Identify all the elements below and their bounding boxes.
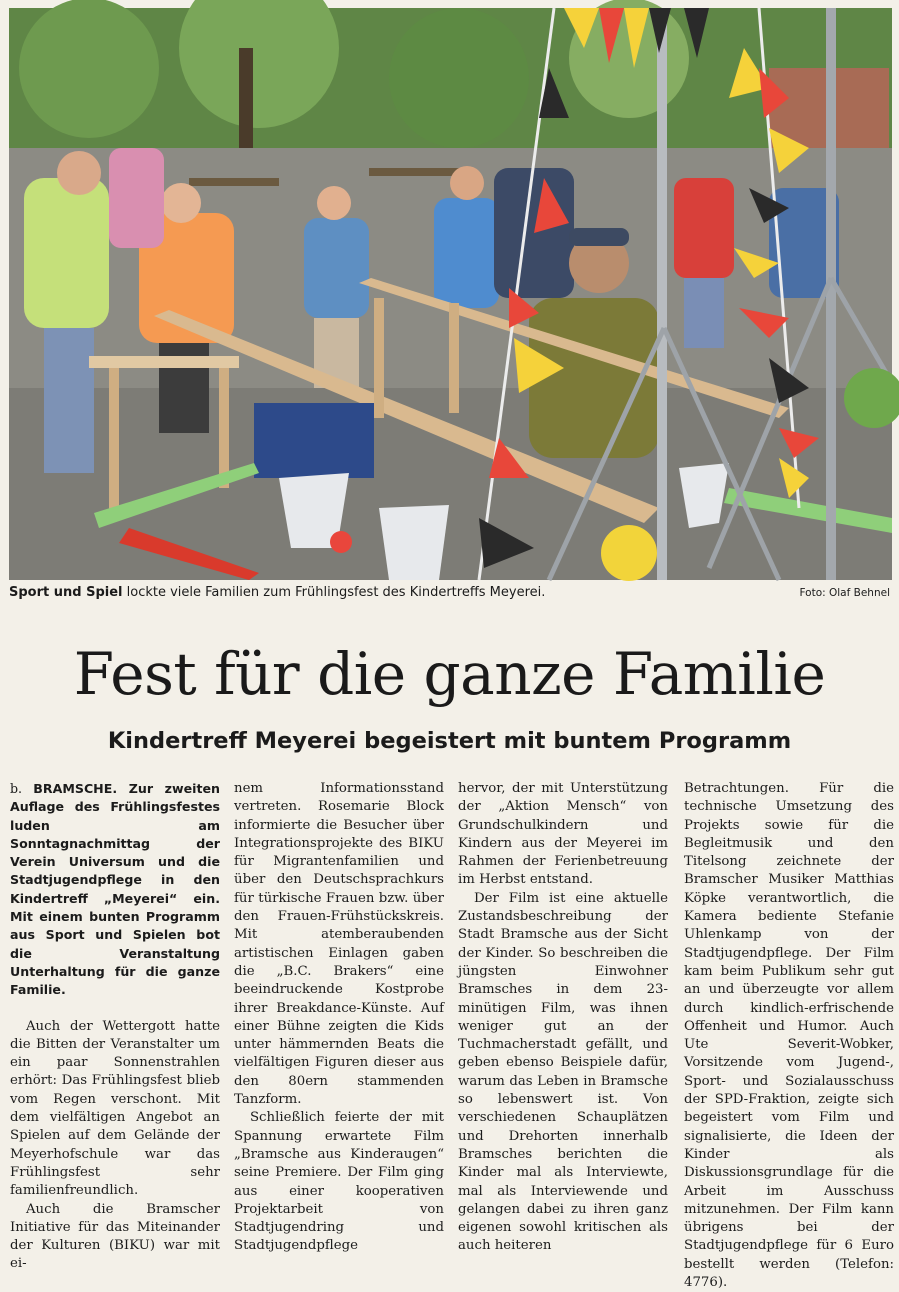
lead-paragraph <box>10 780 220 1000</box>
subheadline: Kindertreff Meyerei begeistert mit buntem Programm <box>107 728 792 754</box>
body-paragraph: nem Informationsstand vertreten. Rosemarie Block informierte die Besucher über Integrationsprojekte des BIKU für Migrantenfamilien und über den Deutschsprachkurs für türkische Frauen bzw. über den Frauen-Frühstückskreis. Mit atemberaubenden artistischen Einlagen gaben die „B.C. Brakers“ eine beeindruckende Kostprobe ihrer Breakdance-Künste. Auf einer Bühne zeigten die Kids unter hämmernden Beats die vielfältigen Figuren dieser aus den 80ern stammenden Tanzform. <box>234 781 444 1108</box>
photo-illustration <box>9 8 892 580</box>
caption-text: lockte viele Familien zum Frühlingsfest des Kindertreffs Meyerei. <box>122 585 546 600</box>
body-paragraph: Der Film ist eine aktuelle Zustandsbeschreibung der Stadt Bramsche aus der Sicht der Kinder. So beschreiben die jüngsten Einwohner Bramsches in dem 23-minütigen Film, was ihnen weniger gut an der Tuchmacherstadt gefällt, und geben ebenso Beispiele dafür, warum das Leben in Bramsche so lebenswert ist. Von verschiedenen Schauplätzen und Drehorten innerhalb Bramsches berichten die Kinder mal als Interviewte, mal als Interviewende und gelangen dabei zu ihren ganz eigenen sowohl kritischen als auch heiteren <box>458 890 668 1254</box>
lead-text: BRAMSCHE. Zur zweiten Auflage des Frühlingsfestes luden am Sonntagnachmittag der Verein Universum und die Stadtjugendpflege in den Kindertreff „Meyerei“ ein. Mit einem bunten Programm aus Sport und Spielen bot die Veranstaltung Unterhaltung für die ganze Familie. <box>10 781 220 998</box>
author-initial: b. <box>10 781 34 796</box>
article-photo <box>9 8 892 580</box>
article-column-2 <box>234 780 444 1254</box>
photo-credit: Foto: Olaf Behnel <box>799 587 890 599</box>
body-paragraph: Schließlich feierte der mit Spannung erwartete Film „Bramsche aus Kinderaugen“ seine Premiere. Der Film ging aus einer kooperativen Projektarbeit von Stadtjugendring und Stadtjugendpflege <box>234 1110 444 1254</box>
article-column-3 <box>458 780 668 1254</box>
body-paragraph: Auch die Bramscher Initiative für das Miteinander der Kulturen (BIKU) war mit ei- <box>10 1201 220 1272</box>
headline: Fest für die ganze Familie <box>73 640 826 708</box>
article-column-1 <box>10 780 220 1272</box>
article-column-4 <box>684 780 894 1291</box>
body-paragraph: hervor, der mit Unterstützung der „Aktion Mensch“ von Grundschulkindern und Kindern aus der Meyerei im Rahmen der Ferienbetreuung im Herbst entstand. <box>458 781 668 888</box>
body-paragraph: Betrachtungen. Für die technische Umsetzung des Projekts sowie für die Begleitmusik und den Titelsong zeichnete der Bramscher Musiker Matthias Köpke verantwortlich, die Kamera bediente Stefanie Uhlenkamp von der Stadtjugendpflege. Der Film kam beim Publikum sehr gut an und überzeugte vor allem durch kindlich-erfrischende Offenheit und Humor. Auch Ute Severit-Wobker, Vorsitzende vom Jugend-, Sport- und Sozialausschuss der SPD-Fraktion, zeigte sich begeistert vom Film und signalisierte, die Ideen der Kinder als Diskussionsgrundlage für die Arbeit im Ausschuss mitzunehmen. Der Film kann übrigens bei der Stadtjugendpflege für 6 Euro bestellt werden (Telefon: 4776). <box>684 781 894 1291</box>
caption-lead: Sport und Spiel <box>9 585 123 600</box>
photo-caption <box>9 584 892 604</box>
body-paragraph: Auch der Wettergott hatte die Bitten der Veranstalter um ein paar Sonnenstrahlen erhört: Das Frühlingsfest blieb vom Regen verschont. Mit dem vielfältigen Angebot an Spielen auf dem Gelände der Meyerhofschule war das Frühlingsfest sehr familienfreundlich. <box>10 1018 220 1199</box>
